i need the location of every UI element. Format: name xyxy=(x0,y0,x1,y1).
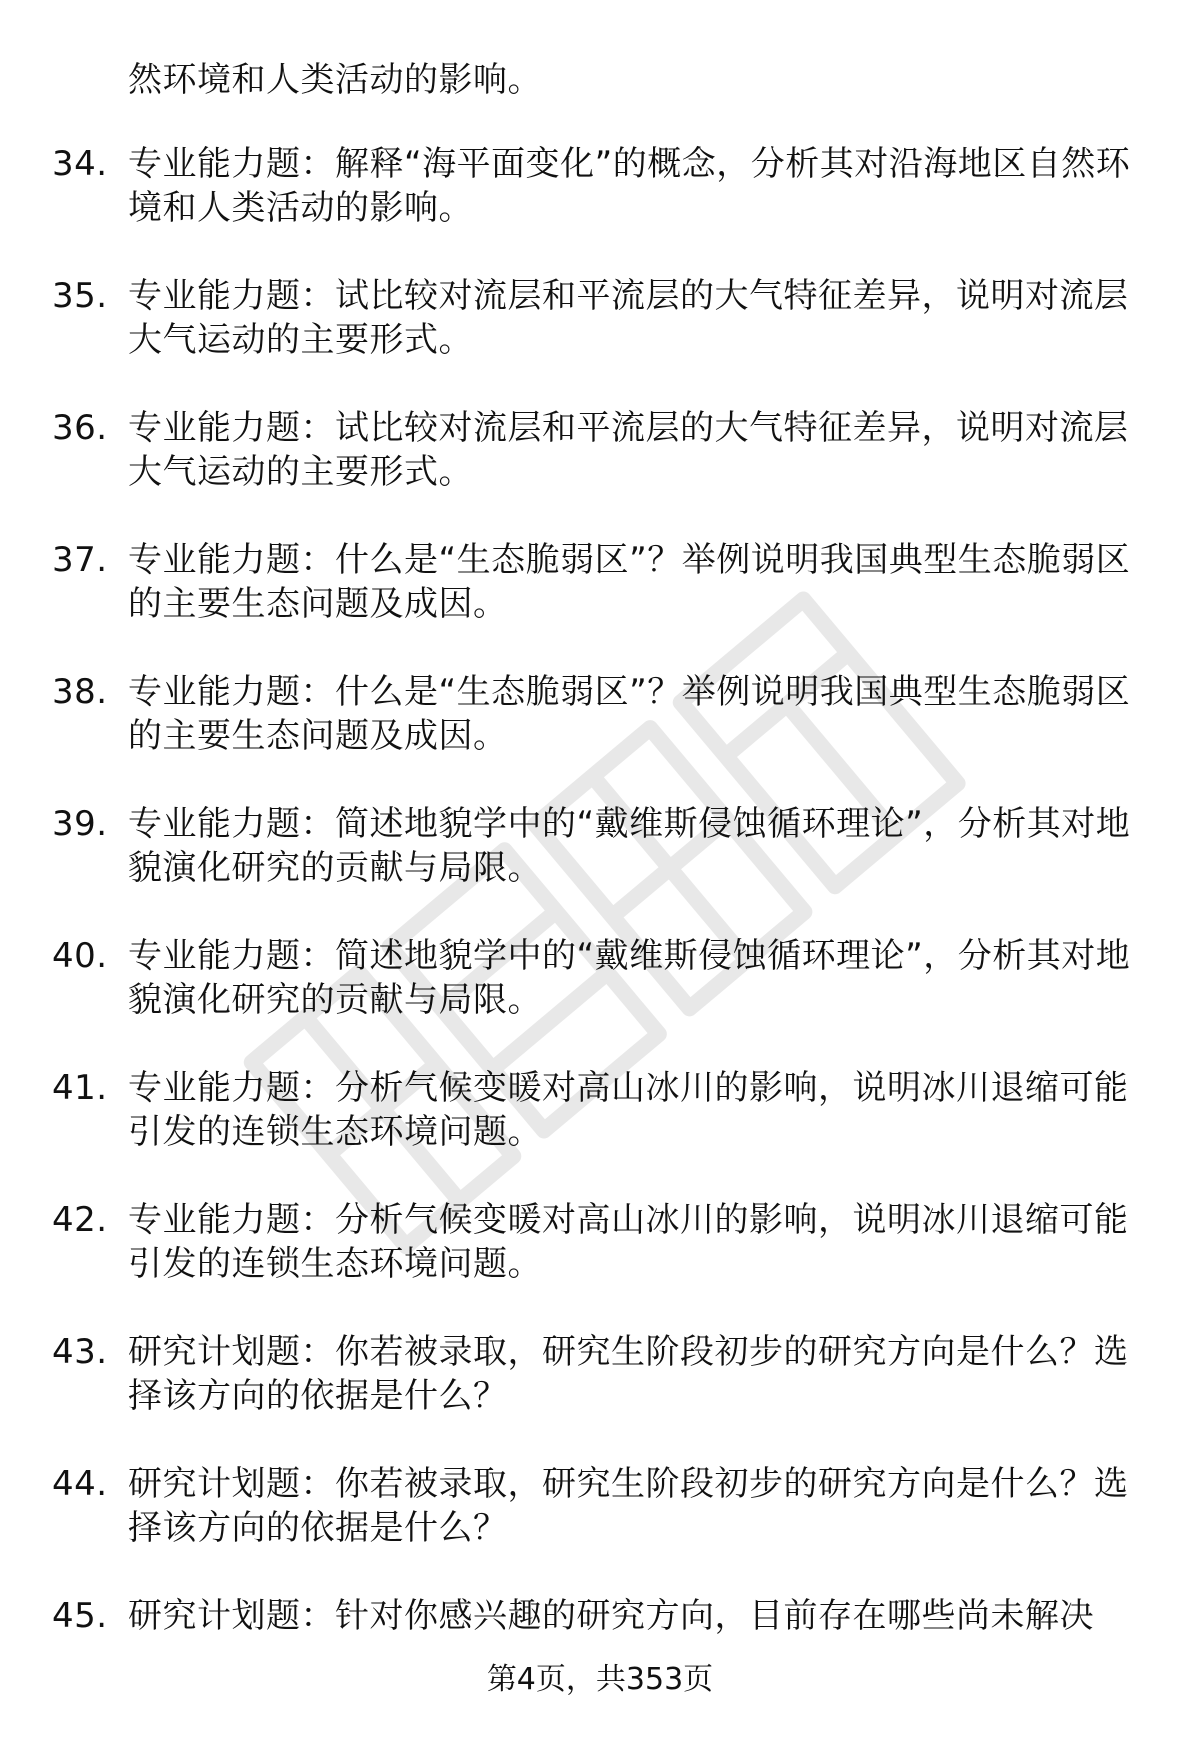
question-text: 专业能力题：分析气候变暖对高山冰川的影响，说明冰川退缩可能引发的连锁生态环境问题。 xyxy=(128,1200,1129,1284)
question-text: 专业能力题：什么是“生态脆弱区”？举例说明我国典型生态脆弱区的主要生态问题及成因。 xyxy=(128,540,1131,624)
question-list xyxy=(0,142,1200,1726)
question-text: 专业能力题：分析气候变暖对高山冰川的影响，说明冰川退缩可能引发的连锁生态环境问题。 xyxy=(128,1068,1129,1152)
question-text: 专业能力题：什么是“生态脆弱区”？举例说明我国典型生态脆弱区的主要生态问题及成因。 xyxy=(128,672,1131,756)
question-number: 41. xyxy=(52,1068,108,1108)
question-number: 36. xyxy=(52,408,108,448)
question-text: 研究计划题：你若被录取，研究生阶段初步的研究方向是什么？选择该方向的依据是什么？ xyxy=(128,1332,1129,1416)
question-number: 35. xyxy=(52,276,108,316)
list-item xyxy=(0,934,1200,1066)
question-number: 38. xyxy=(52,672,108,712)
question-number: 45. xyxy=(52,1596,108,1636)
list-item xyxy=(0,1066,1200,1198)
list-item xyxy=(0,1330,1200,1462)
question-number: 34. xyxy=(52,144,108,184)
list-item xyxy=(0,1198,1200,1330)
question-number: 37. xyxy=(52,540,108,580)
question-text: 研究计划题：你若被录取，研究生阶段初步的研究方向是什么？选择该方向的依据是什么？ xyxy=(128,1464,1129,1548)
question-text: 专业能力题：试比较对流层和平流层的大气特征差异，说明对流层大气运动的主要形式。 xyxy=(128,408,1129,492)
question-number: 43. xyxy=(52,1332,108,1372)
continuation-text: 然环境和人类活动的影响。 xyxy=(128,60,542,100)
question-text: 专业能力题：简述地貌学中的“戴维斯侵蚀循环理论”，分析其对地貌演化研究的贡献与局限。 xyxy=(128,936,1131,1020)
question-text: 专业能力题：解释“海平面变化”的概念，分析其对沿海地区自然环境和人类活动的影响。 xyxy=(128,144,1131,228)
question-number: 39. xyxy=(52,804,108,844)
page-footer: 第4页，共353页 xyxy=(486,1662,714,1697)
list-item xyxy=(0,274,1200,406)
question-text: 研究计划题：针对你感兴趣的研究方向，目前存在哪些尚未解决 xyxy=(128,1596,1094,1636)
question-number: 42. xyxy=(52,1200,108,1240)
list-item xyxy=(0,406,1200,538)
list-item xyxy=(0,670,1200,802)
question-number: 44. xyxy=(52,1464,108,1504)
list-item xyxy=(0,802,1200,934)
question-text: 专业能力题：简述地貌学中的“戴维斯侵蚀循环理论”，分析其对地貌演化研究的贡献与局限。 xyxy=(128,804,1131,888)
list-item xyxy=(0,538,1200,670)
question-text: 专业能力题：试比较对流层和平流层的大气特征差异，说明对流层大气运动的主要形式。 xyxy=(128,276,1129,360)
list-item xyxy=(0,142,1200,274)
list-item xyxy=(0,1462,1200,1594)
question-number: 40. xyxy=(52,936,108,976)
